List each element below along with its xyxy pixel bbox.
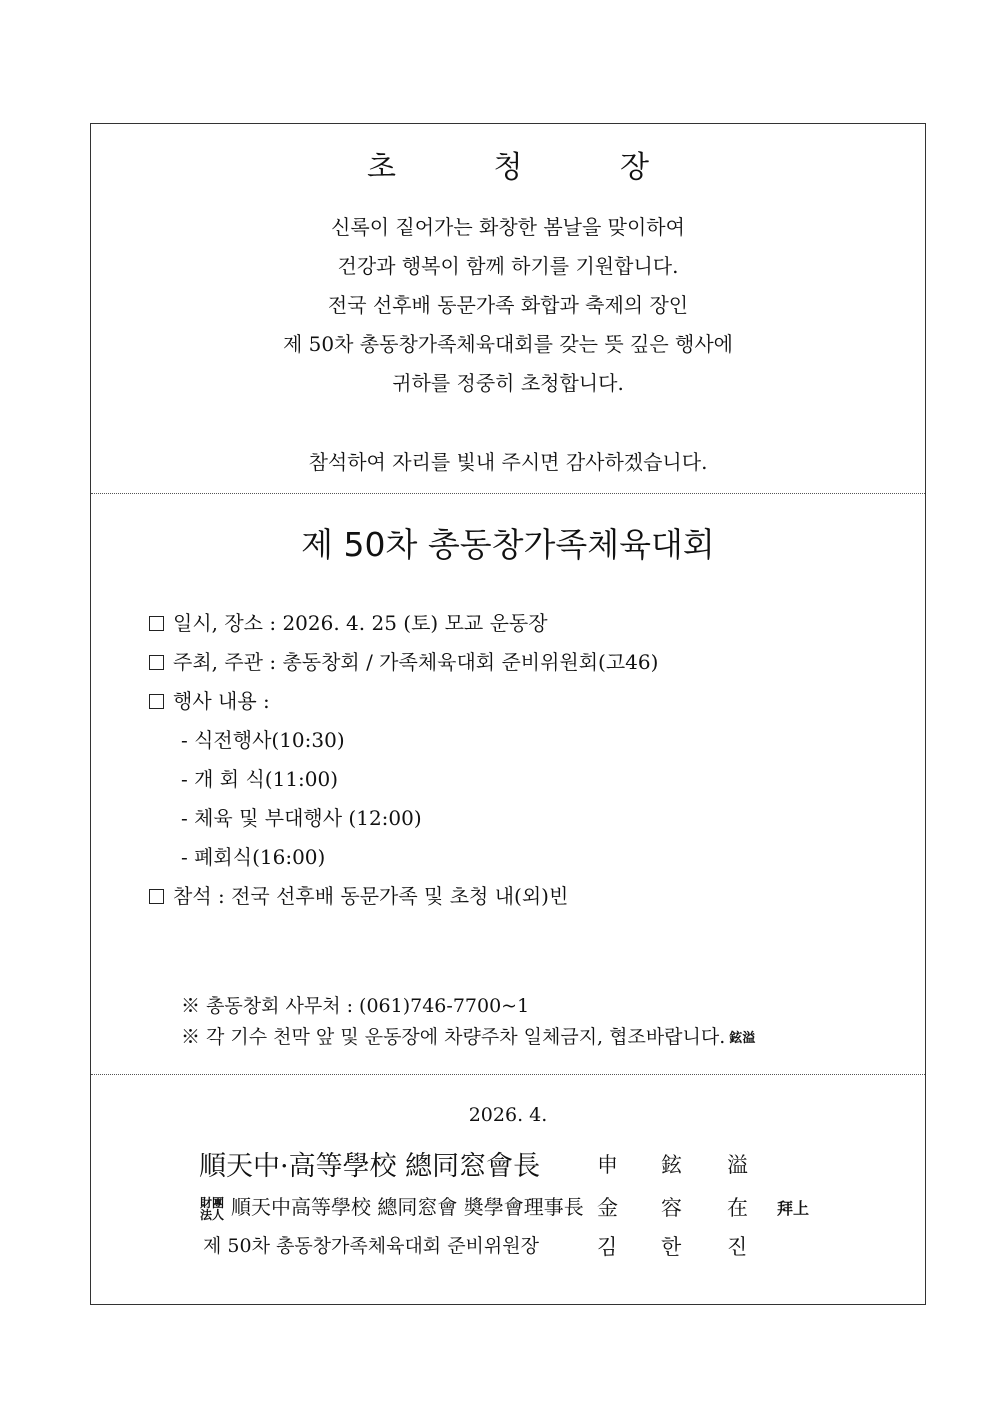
signature-name-2-char-1: 金	[597, 1196, 618, 1220]
signature-org-2-text: 順天中高等學校 總同窓會 奬學會理事長	[231, 1195, 584, 1219]
checkbox-square-icon	[149, 889, 164, 904]
signature-name-3-char-3: 진	[727, 1235, 748, 1259]
note-office: ※ 총동창회 사무처 : (061)746-7700~1	[181, 995, 530, 1017]
signature-name-1-char-3: 溢	[727, 1153, 748, 1177]
signature-date: 2026. 4.	[468, 1104, 548, 1126]
event-item-attendance	[149, 880, 568, 909]
event-item-text: 행사 내용 :	[173, 689, 270, 713]
foundation-mark-line-1: 財團	[199, 1195, 224, 1210]
note-parking	[181, 1022, 755, 1049]
signature-name-1-char-2: 鉉	[661, 1153, 682, 1177]
checkbox-square-icon	[149, 655, 164, 670]
event-item-text: 참석 : 전국 선후배 동문가족 및 초청 내(외)빈	[173, 884, 569, 908]
note-parking-text: ※ 각 기수 천막 앞 및 운동장에 차량주차 일체금지, 협조바랍니다.	[181, 1026, 726, 1048]
checkbox-square-icon	[149, 694, 164, 709]
signature-org-1: 順天中·高等學校 總同窓會長	[199, 1151, 541, 1182]
section-divider-2	[91, 1074, 925, 1075]
greeting-line-5: 귀하를 정중히 초청합니다.	[392, 371, 624, 395]
event-item-datetime	[149, 607, 548, 636]
signature-name-2-char-2: 容	[661, 1196, 682, 1220]
foundation-mark	[199, 1197, 225, 1221]
greeting-line-6: 참석하여 자리를 빛내 주시면 감사하겠습니다.	[308, 450, 708, 474]
invitation-title: 초 청 장	[366, 150, 693, 185]
foundation-mark-line-2: 法人	[199, 1207, 224, 1222]
signature-name-3-char-1: 김	[597, 1235, 618, 1259]
program-item-4: - 폐회식(16:00)	[181, 845, 326, 869]
greeting-line-3: 전국 선후배 동문가족 화합과 축제의 장인	[327, 293, 689, 317]
program-item-2: - 개 회 식(11:00)	[181, 767, 339, 791]
program-item-1: - 식전행사(10:30)	[181, 728, 345, 752]
event-item-text: 주최, 주관 : 총동창회 / 가족체육대회 준비위원회(고46)	[173, 650, 659, 674]
signature-org-3: 제 50차 총동창가족체육대회 준비위원장	[203, 1235, 539, 1257]
greeting-line-2: 건강과 행복이 함께 하기를 기원합니다.	[337, 254, 679, 278]
program-item-3: - 체육 및 부대행사 (12:00)	[181, 806, 422, 830]
signature-org-2	[199, 1191, 584, 1221]
section-divider-1	[91, 493, 925, 494]
event-item-host	[149, 646, 658, 675]
signature-suffix: 拜上	[777, 1199, 810, 1218]
signature-name-2-char-3: 在	[727, 1196, 748, 1220]
invitation-document	[90, 123, 926, 1305]
note-seal: 鉉溢	[729, 1031, 756, 1046]
checkbox-square-icon	[149, 616, 164, 631]
greeting-line-1: 신록이 짙어가는 화창한 봄날을 맞이하여	[331, 215, 685, 239]
event-item-text: 일시, 장소 : 2026. 4. 25 (토) 모교 운동장	[173, 611, 548, 635]
event-title: 제 50차 총동창가족체육대회	[301, 525, 715, 564]
signature-name-3-char-2: 한	[661, 1235, 682, 1259]
signature-name-1-char-1: 申	[597, 1153, 618, 1177]
greeting-line-4: 제 50차 총동창가족체육대회를 갖는 뜻 깊은 행사에	[283, 332, 733, 356]
event-item-program	[149, 685, 270, 714]
